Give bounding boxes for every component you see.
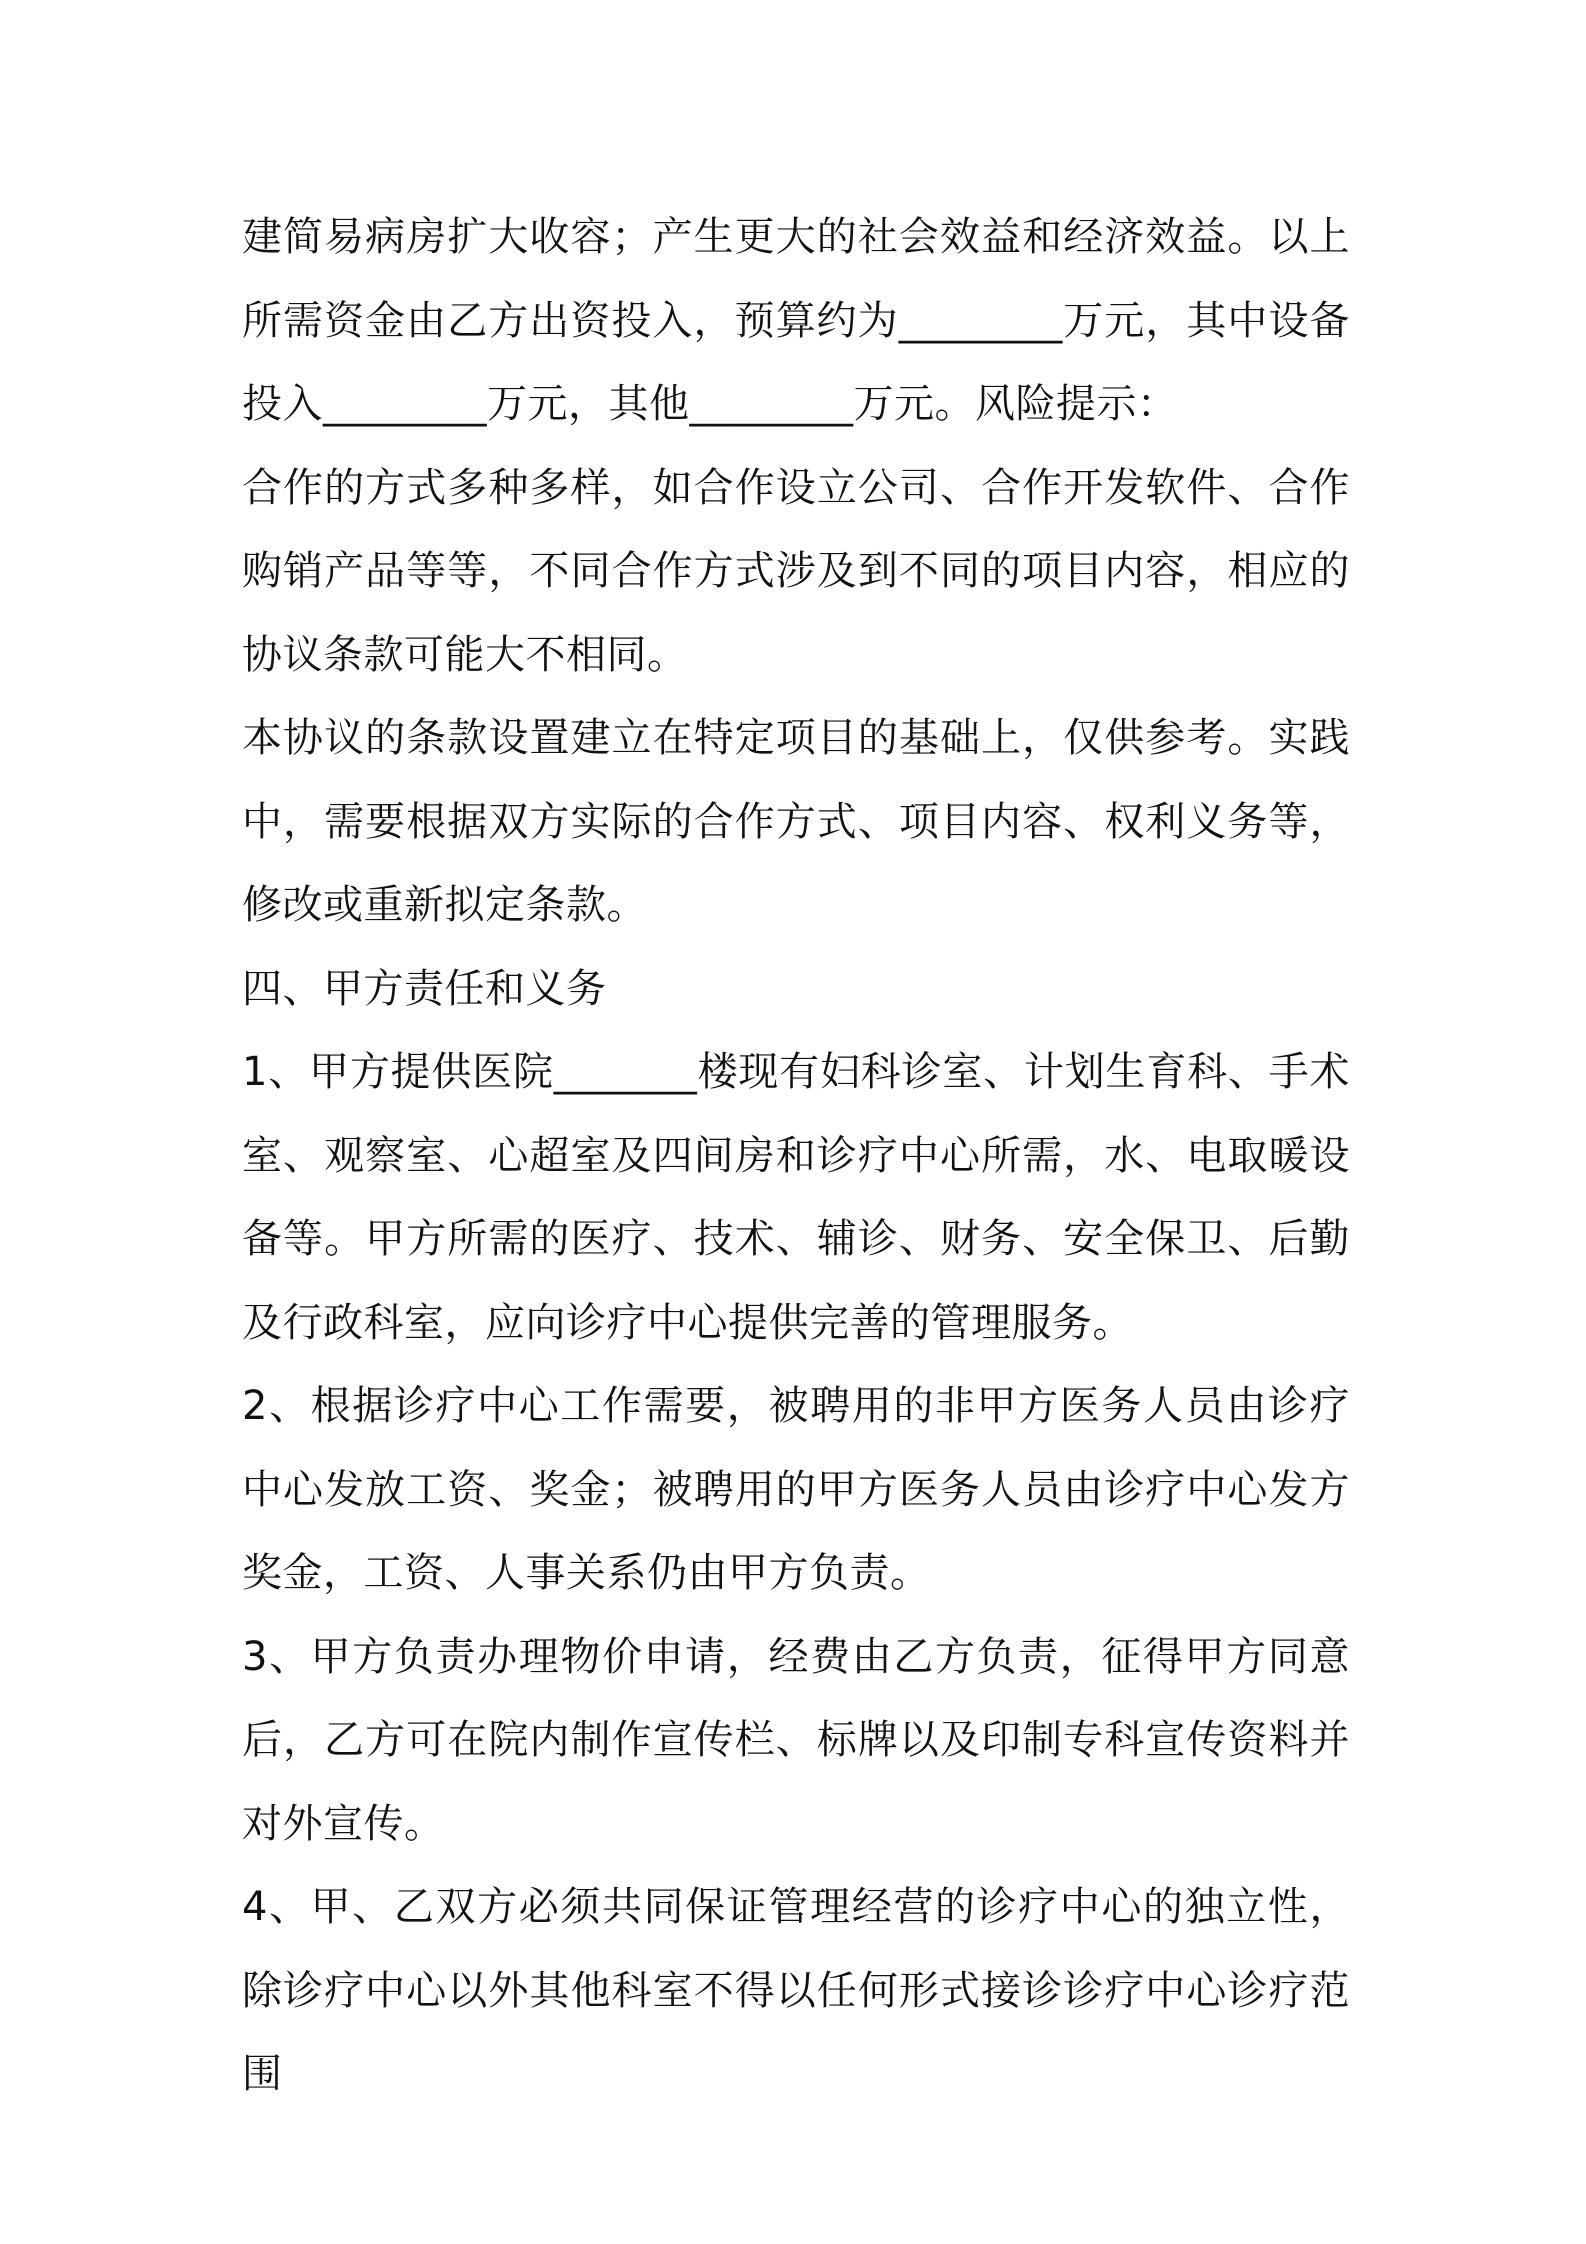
clause-1: 1、甲方提供医院_______楼现有妇科诊室、计划生育科、手术室、观察室、心超室及四间房和诊疗中心所需，水、电取暖设备等。甲方所需的医疗、技术、辅诊、财务、安全保卫、后勤及行政科室，应向诊疗中心提供完善的管理服务。 [242, 1049, 1350, 1346]
clause-3: 3、甲方负责办理物价申请，经费由乙方负责，征得甲方同意后，乙方可在院内制作宣传栏、标牌以及印制专科宣传资料并对外宣传。 [242, 1633, 1350, 1847]
document-body [242, 196, 1350, 2117]
paragraph-cooperation-modes: 合作的方式多种多样，如合作设立公司、合作开发软件、合作购销产品等等，不同合作方式涉及到不同的项目内容，相应的协议条款可能大不相同。 [242, 464, 1350, 678]
paragraph-reference-note: 本协议的条款设置建立在特定项目的基础上，仅供参考。实践中，需要根据双方实际的合作方式、项目内容、权利义务等，修改或重新拟定条款。 [242, 715, 1350, 928]
paragraph-funding: 建简易病房扩大收容；产生更大的社会效益和经济效益。以上所需资金由乙方出资投入，预算约为________万元，其中设备投入________万元，其他________万元。风险提示： [242, 214, 1350, 427]
clause-4: 4、甲、乙双方必须共同保证管理经营的诊疗中心的独立性，除诊疗中心以外其他科室不得以任何形式接诊诊疗中心诊疗范围 [242, 1884, 1350, 2097]
section-heading-party-a-duties: 四、甲方责任和义务 [242, 965, 607, 1012]
clause-2: 2、根据诊疗中心工作需要，被聘用的非甲方医务人员由诊疗中心发放工资、奖金；被聘用的甲方医务人员由诊疗中心发方奖金，工资、人事关系仍由甲方负责。 [242, 1383, 1350, 1596]
